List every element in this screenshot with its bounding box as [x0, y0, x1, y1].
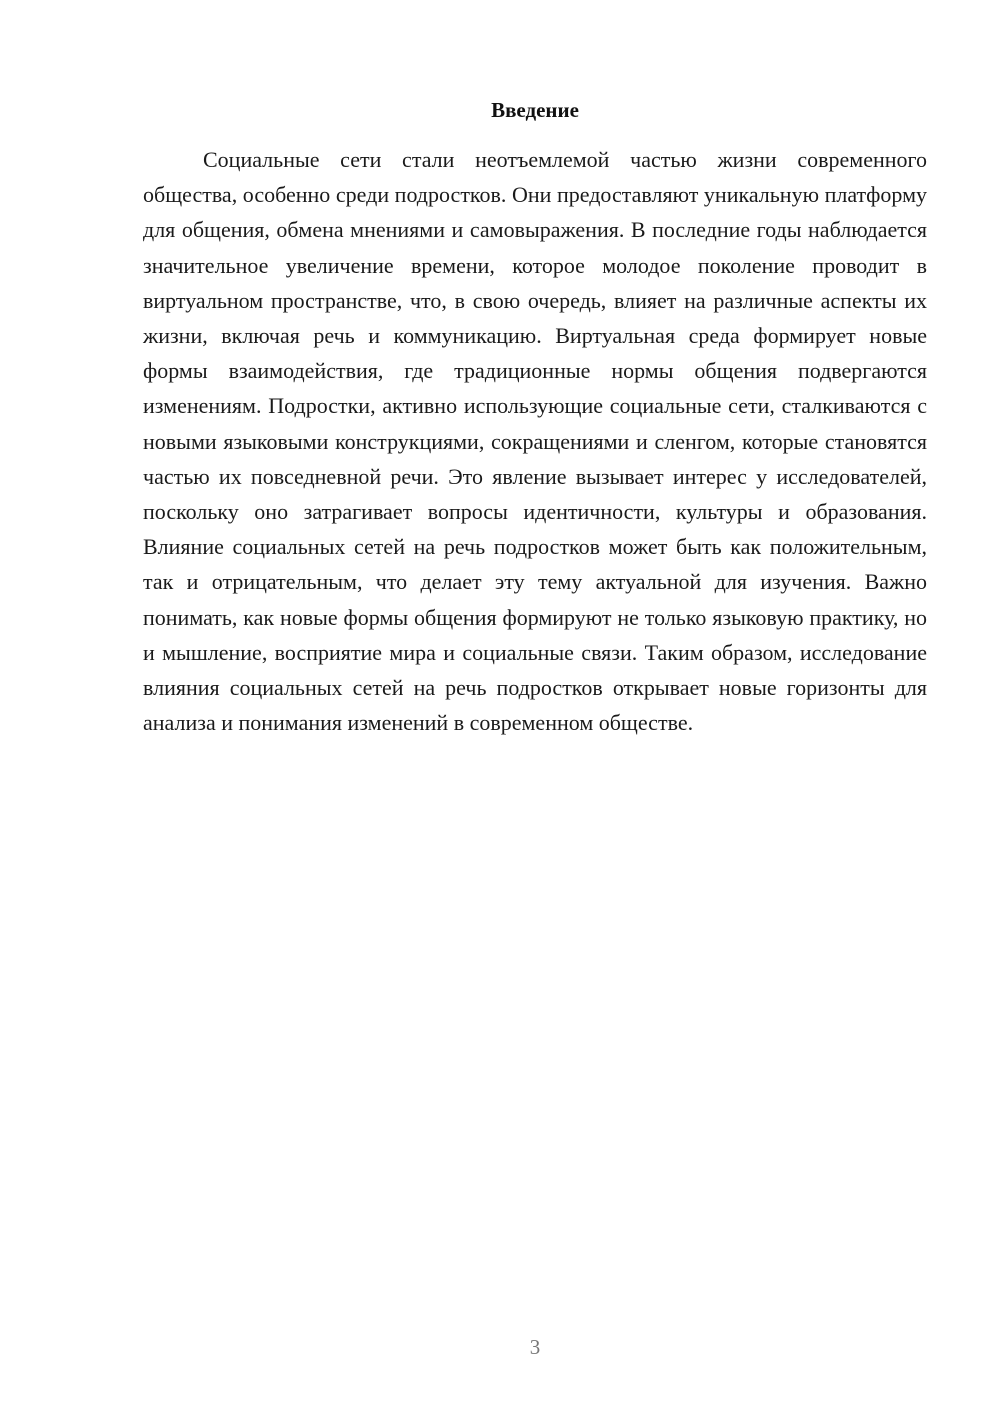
page-number: 3 [529, 1335, 541, 1359]
body-paragraph: Социальные сети стали неотъемлемой частью жизни современного общества, особенно среди подростков. Они предоставляют уникальную платформу для общения, обмена мнениями и самовыражения. В последние годы наблюдается значительное увеличение времени, которое молодое поколение проводит в виртуальном пространстве, что, в свою очередь, влияет на различные аспекты их жизни, включая речь и коммуникацию. Виртуальная среда формирует новые формы взаимодействия, где традиционные нормы общения подвергаются изменениям. Подростки, активно использующие социальные сети, сталкиваются с новыми языковыми конструкциями, сокращениями и сленгом, которые становятся частью их повседневной речи. Это явление вызывает интерес у исследователей, поскольку оно затрагивает вопросы идентичности, культуры и образования. Влияние социальных сетей на речь подростков может быть как положительным, так и отрицательным, что делает эту тему актуальной для изучения. Важно понимать, как новые формы общения формируют не только языковую практику, но и мышление, восприятие мира и социальные связи. Таким образом, исследование влияния социальных сетей на речь подростков открывает новые горизонты для анализа и понимания изменений в современном обществе. [143, 147, 927, 736]
section-heading: Введение [491, 98, 579, 122]
